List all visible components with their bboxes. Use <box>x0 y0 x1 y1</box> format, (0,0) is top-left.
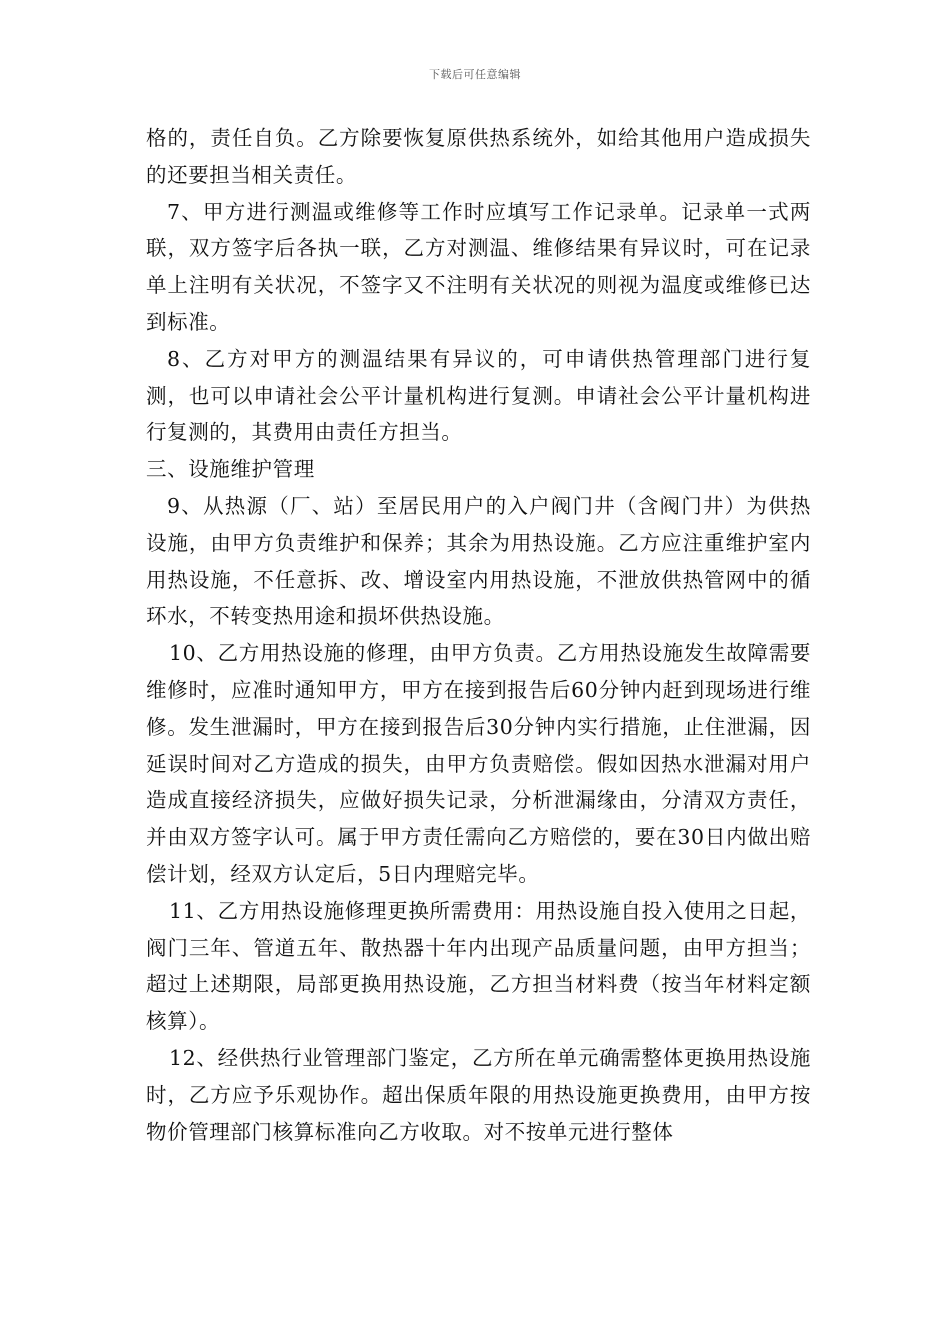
paragraph-item-12: 12、经供热行业管理部门鉴定，乙方所在单元确需整体更换用热设施时，乙方应予乐观协作。超出保质年限的用热设施更换费用，由甲方按物价管理部门核算标准向乙方收取。对不按单元进行整体 <box>146 1045 811 1144</box>
page-header: 下载后可任意编辑 <box>429 68 521 81</box>
paragraph-item-7: 7、甲方进行测温或维修等工作时应填写工作记录单。记录单一式两联，双方签字后各执一联，乙方对测温、维修结果有异议时，可在记录单上注明有关状况，不签字又不注明有关状况的则视为温度或维修已达到标准。 <box>146 199 811 334</box>
section-heading: 三、设施维护管理 <box>146 457 315 482</box>
paragraph-item-9: 9、从热源（厂、站）至居民用户的入户阀门井（含阀门井）为供热设施，由甲方负责维护和保养；其余为用热设施。乙方应注重维护室内用热设施，不任意拆、改、增设室内用热设施，不泄放供热管网中的循环水，不转变热用途和损坏供热设施。 <box>146 493 811 629</box>
document-body <box>146 120 811 1150</box>
paragraph-item-11: 11、乙方用热设施修理更换所需费用：用热设施自投入使用之日起，阀门三年、管道五年、散热器十年内出现产品质量问题，由甲方担当；超过上述期限，局部更换用热设施，乙方担当材料费（按当年材料定额核算）。 <box>146 898 811 1034</box>
paragraph-item-8: 8、乙方对甲方的测温结果有异议的，可申请供热管理部门进行复测，也可以申请社会公平计量机构进行复测。申请社会公平计量机构进行复测的，其费用由责任方担当。 <box>146 346 811 445</box>
paragraph-item-10: 10、乙方用热设施的修理，由甲方负责。乙方用热设施发生故障需要维修时，应准时通知甲方，甲方在接到报告后60分钟内赶到现场进行维修。发生泄漏时，甲方在接到报告后30分钟内实行措施，止住泄漏，因延误时间对乙方造成的损失，由甲方负责赔偿。假如因热水泄漏对用户造成直接经济损失，应做好损失记录，分析泄漏缘由，分清双方责任，并由双方签字认可。属于甲方责任需向乙方赔偿的，要在30日内做出赔偿计划，经双方认定后，5日内理赔完毕。 <box>146 641 811 886</box>
paragraph-continuation: 格的，责任自负。乙方除要恢复原供热系统外，如给其他用户造成损失的还要担当相关责任。 <box>146 126 811 187</box>
